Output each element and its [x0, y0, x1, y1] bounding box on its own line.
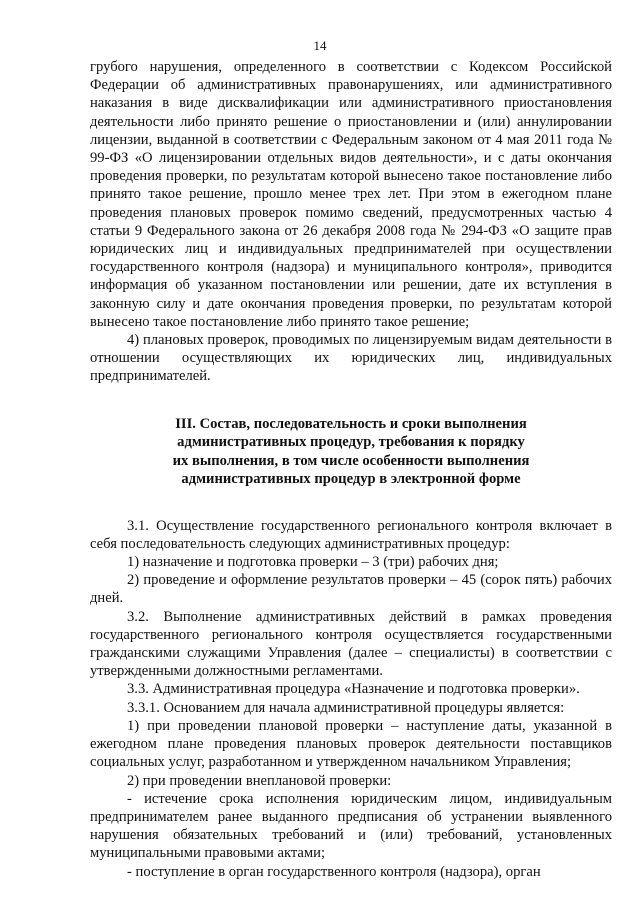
- section-heading-line: III. Состав, последовательность и сроки выполнения: [175, 415, 527, 432]
- page-number: 14: [313, 38, 327, 53]
- document-body: [90, 58, 612, 881]
- section-heading-line: их выполнения, в том числе особенности выполнения: [172, 452, 530, 469]
- dash-item: - истечение срока исполнения юридическим лицом, индивидуальным предпринимателем ранее выданного предписания об устранении выявленного нарушения обязательных требований и (или) требований, установленных муниципальными правовыми актами;: [90, 790, 612, 862]
- paragraph-3-3: 3.3. Административная процедура «Назначение и подготовка проверки».: [127, 681, 580, 698]
- list-item: 2) при проведении внеплановой проверки:: [127, 772, 392, 789]
- paragraph-continued: грубого нарушения, определенного в соответствии с Кодексом Российской Федерации об административных правонарушениях, или административного наказания в виде дисквалификации или административного приостановления деятельности либо принято решение о приостановлении и (или) аннулировании лицензии, выданной в соответствии с Федеральным законом от 4 мая 2011 года № 99-ФЗ «О лицензировании отдельных видов деятельности», и с даты окончания проведения проверки, по результатам которой вынесено такое постановление либо принято такое решение, прошло менее трех лет. При этом в ежегодном плане проведения плановых проверок помимо сведений, предусмотренных частью 4 статьи 9 Федерального закона от 26 декабря 2008 года № 294-ФЗ «О защите прав юридических лиц и индивидуальных предпринимателей при осуществлении государственного контроля (надзора) и муниципального контроля», приводится информация об указанном постановлении или решении, дате их вступления в законную силу и дате окончания проведения проверки, по результатам которой вынесено такое постановление либо принято такое решение;: [90, 59, 612, 330]
- list-item: 1) назначение и подготовка проверки – 3 (три) рабочих дня;: [127, 554, 499, 571]
- list-item: 1) при проведении плановой проверки – наступление даты, указанной в ежегодном плане проведения плановых проверок деятельности поставщиков социальных услуг, разработанном и утвержденном начальником Управления;: [90, 717, 612, 771]
- list-item: 2) проведение и оформление результатов проверки – 45 (сорок пять) рабочих дней.: [90, 572, 612, 607]
- section-heading-line: административных процедур, требования к порядку: [177, 434, 525, 451]
- section-heading: [90, 415, 612, 489]
- paragraph-3-1: 3.1. Осуществление государственного регионального контроля включает в себя последовательность следующих административных процедур:: [90, 517, 612, 552]
- paragraph-3-3-1: 3.3.1. Основанием для начала административной процедуры является:: [127, 699, 565, 716]
- section-heading-line: административных процедур в электронной форме: [181, 471, 521, 488]
- dash-item: - поступление в орган государственного контроля (надзора), орган: [127, 863, 541, 880]
- paragraph-3-2: 3.2. Выполнение административных действий в рамках проведения государственного регионального контроля осуществляется государственными гражданскими служащими Управления (далее – специалисты) в соответствии с утвержденными должностными регламентами.: [90, 608, 612, 680]
- paragraph-item-4: 4) плановых проверок, проводимых по лицензируемым видам деятельности в отношении осуществляющих их юридических лиц, индивидуальных предпринимателей.: [90, 332, 612, 385]
